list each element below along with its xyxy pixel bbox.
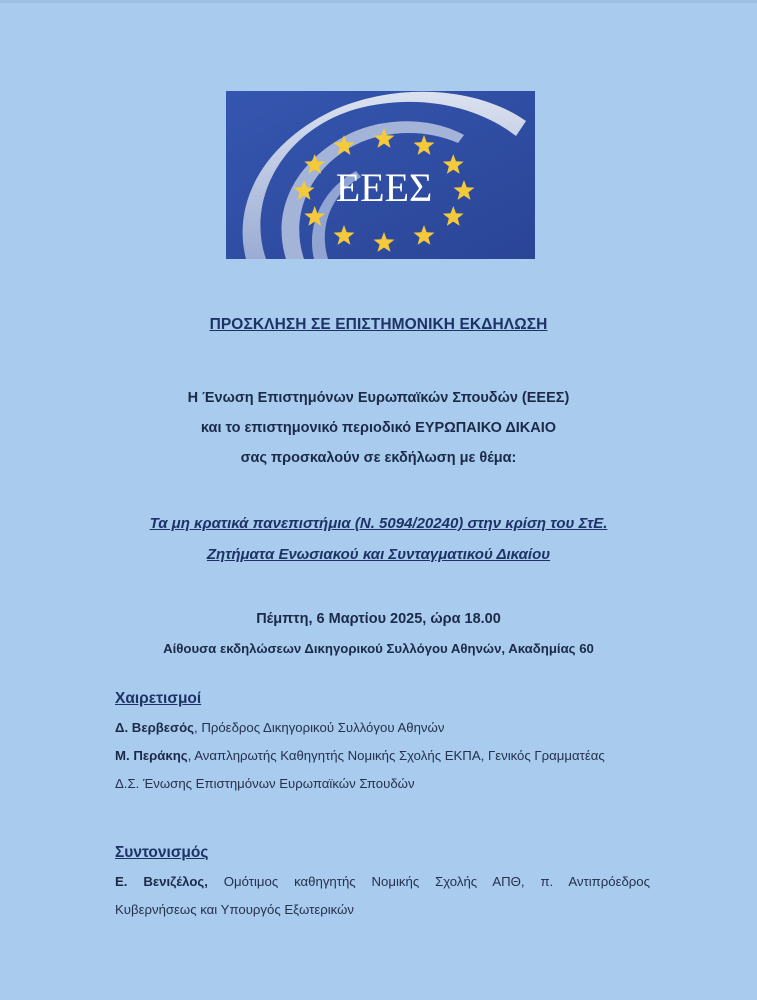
coordinator-name: Ε. Βενιζέλος, xyxy=(115,874,208,889)
event-topic xyxy=(0,508,757,570)
eu-stars-logo-icon xyxy=(226,91,535,259)
greetings-heading: Χαιρετισμοί xyxy=(115,690,202,707)
intro-line: σας προσκαλούν σε εκδήλωση με θέμα: xyxy=(240,450,517,466)
speaker-role: , Πρόεδρος Δικηγορικού Συλλόγου Αθηνών xyxy=(194,720,445,735)
speaker-role-continued: Δ.Σ. Ένωσης Επιστημόνων Ευρωπαϊκών Σπουδών xyxy=(115,776,415,791)
speaker-line xyxy=(115,714,650,742)
coordinator-line xyxy=(115,868,650,896)
speaker-role: , Αναπληρωτής Καθηγητής Νομικής Σχολής ΕΚΠΑ, Γενικός Γραμματέας xyxy=(187,748,605,763)
coordinator-role-continued: Κυβερνήσεως και Υπουργός Εξωτερικών xyxy=(115,902,355,917)
coordination-heading: Συντονισμός xyxy=(115,844,209,861)
speaker-line xyxy=(115,742,650,770)
top-border xyxy=(0,0,757,3)
speaker-name: Δ. Βερβεσός xyxy=(115,720,194,735)
greetings-section xyxy=(115,690,650,798)
topic-line: Ζητήματα Ενωσιακού και Συνταγματικού Δικαίου xyxy=(206,546,551,563)
speaker-name: Μ. Περάκης xyxy=(115,748,188,763)
coordinator-role: Ομότιμος καθηγητής Νομικής Σχολής ΑΠΘ, π. Αντιπρόεδρος xyxy=(207,874,650,889)
event-date: Πέμπτη, 6 Μαρτίου 2025, ώρα 18.00 xyxy=(256,611,501,627)
intro-line: Η Ένωση Επιστημόνων Ευρωπαϊκών Σπουδών (ΕΕΕΣ) xyxy=(187,390,570,406)
eees-logo xyxy=(226,91,535,259)
intro-block xyxy=(0,383,757,473)
event-venue: Αίθουσα εκδηλώσεων Δικηγορικού Συλλόγου Αθηνών, Ακαδημίας 60 xyxy=(163,641,594,656)
coordination-section xyxy=(115,844,650,924)
page-title: ΠΡΟΣΚΛΗΣΗ ΣΕ ΕΠΙΣΤΗΜΟΝΙΚΗ ΕΚΔΗΛΩΣΗ xyxy=(209,316,548,333)
logo-text: ΕΕΕΣ xyxy=(335,165,433,210)
event-details xyxy=(0,604,757,664)
intro-line: και το επιστημονικό περιοδικό ΕΥΡΩΠΑΙΚΟ ΔΙΚΑΙΟ xyxy=(200,420,557,436)
topic-line: Τα μη κρατικά πανεπιστήμια (Ν. 5094/20240) στην κρίση του ΣτΕ. xyxy=(149,515,608,532)
